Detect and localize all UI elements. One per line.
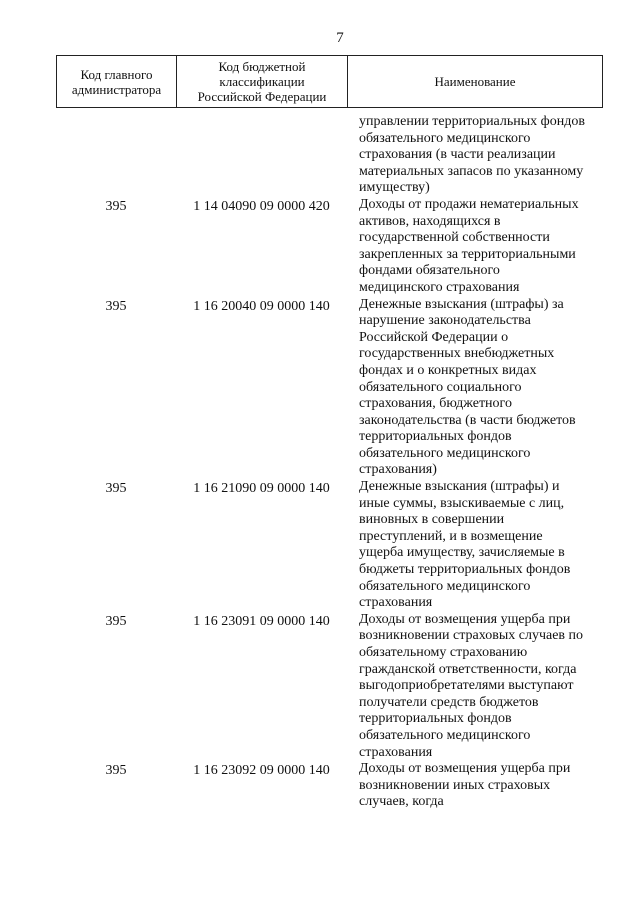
- header-admin-code: Код главного администратора: [57, 56, 177, 107]
- table-header: [56, 55, 603, 108]
- table-row: [56, 297, 603, 480]
- name-cell: Денежные взыскания (штрафы) за нарушение законодательства Российской Федерации о государственных внебюджетных фондах и о конкретных видах обязательного социального страхования, бюджетного законодательства (в части бюджетов территориальных фондов обязательного медицинского страхования): [359, 296, 576, 478]
- admin-code-cell: 395: [105, 763, 127, 779]
- table-body: [56, 114, 603, 811]
- admin-code-cell: [56, 114, 176, 115]
- header-name: Наименование: [434, 74, 516, 89]
- budget-code-cell: 1 14 04090 09 0000 420: [193, 198, 330, 214]
- budget-code-cell: 1 16 20040 09 0000 140: [193, 298, 330, 314]
- table-row: [56, 761, 603, 811]
- budget-code-cell: 1 16 23092 09 0000 140: [193, 763, 330, 779]
- page-number: 7: [336, 30, 344, 46]
- name-cell: управлении территориальных фондов обязательного медицинского страхования (в части реализации материальных запасов по указанному имуществу): [359, 114, 585, 196]
- table-row-continuation: [56, 114, 603, 197]
- name-cell: Денежные взыскания (штрафы) и иные суммы, взыскиваемые с лиц, виновных в совершении преступлений, и в возмещение ущерба имуществу, зачисляемые в бюджеты территориальных фондов обязательного медицинского страхования: [359, 479, 571, 611]
- budget-code-cell: 1 16 23091 09 0000 140: [193, 613, 330, 629]
- budget-code-cell: [176, 114, 347, 115]
- header-budget-code: Код бюджетной классификации Российской Федерации: [177, 56, 348, 107]
- name-cell: Доходы от возмещения ущерба при возникновении страховых случаев по обязательному страхованию гражданской ответственности, когда выгодоприобретателями выступают получатели средств бюджетов территориальных фондов обязательного медицинского страхования: [359, 611, 584, 760]
- table-row: [56, 612, 603, 761]
- name-cell: Доходы от продажи нематериальных активов, находящихся в государственной собственности закрепленных за территориальными фондами обязательного медицинского страхования: [359, 196, 579, 295]
- table-row: [56, 197, 603, 297]
- table-row: [56, 479, 603, 612]
- budget-code-cell: 1 16 21090 09 0000 140: [193, 481, 330, 497]
- admin-code-cell: 395: [105, 613, 127, 629]
- admin-code-cell: 395: [105, 481, 127, 497]
- admin-code-cell: 395: [105, 198, 127, 214]
- admin-code-cell: 395: [105, 298, 127, 314]
- name-cell: Доходы от возмещения ущерба при возникновении иных страховых случаев, когда: [359, 761, 571, 810]
